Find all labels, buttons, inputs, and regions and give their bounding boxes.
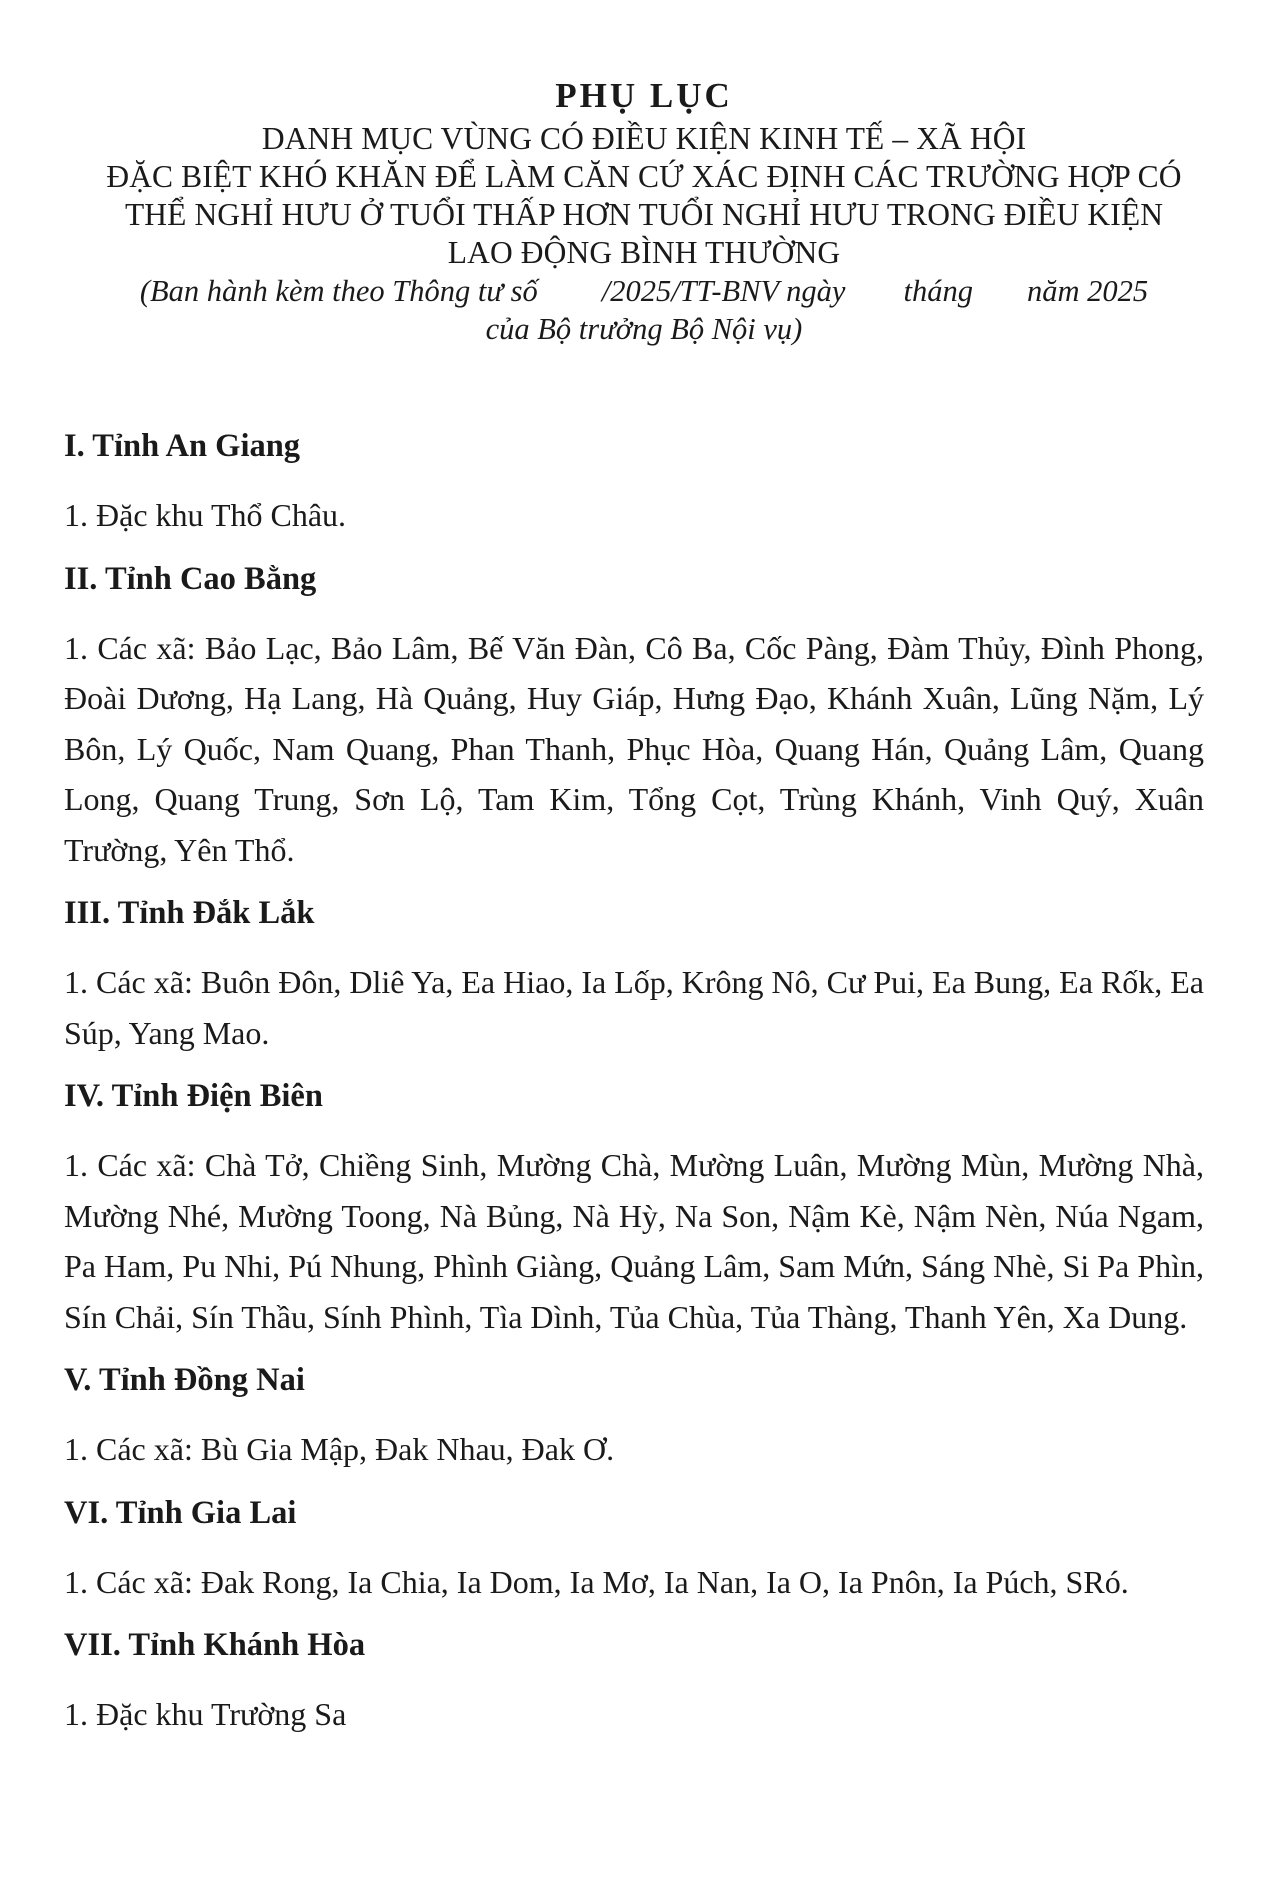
subtitle-line-1: DANH MỤC VÙNG CÓ ĐIỀU KIỆN KINH TẾ – XÃ HỘI: [261, 121, 1027, 156]
section-title: II. Tỉnh Cao Bằng: [64, 560, 317, 597]
section-title: IV. Tỉnh Điện Biên: [64, 1078, 323, 1114]
section-title: III. Tỉnh Đắk Lắk: [64, 895, 315, 931]
issued-text-number: /2025/TT-BNV ngày: [601, 274, 846, 308]
subtitle-line-2: ĐẶC BIỆT KHÓ KHĂN ĐỂ LÀM CĂN CỨ XÁC ĐỊNH CÁC TRƯỜNG HỢP CÓ: [106, 159, 1182, 194]
document-body: [64, 426, 1204, 1740]
section-dong-nai: [64, 1360, 1204, 1475]
list-item: 1. Các xã: Chà Tở, Chiềng Sinh, Mường Chà, Mường Luân, Mường Mùn, Mường Nhà, Mường Nhé, Mường Toong, Nà Bủng, Nà Hỳ, Na Son, Nậm Kè, Nậm Nèn, Núa Ngam, Pa Ham, Pu Nhi, Pú Nhung, Phình Giàng, Quảng Lâm, Sam Mứn, Sáng Nhè, Si Pa Phìn, Sín Chải, Sín Thầu, Sính Phình, Tìa Dình, Tủa Chùa, Tủa Thàng, Thanh Yên, Xa Dung.: [64, 1147, 1204, 1335]
list-item: 1. Các xã: Buôn Đôn, Dliê Ya, Ea Hiao, Ia Lốp, Krông Nô, Cư Pui, Ea Bung, Ea Rốk, Ea Súp, Yang Mao.: [64, 964, 1204, 1051]
section-title: VII. Tỉnh Khánh Hòa: [64, 1627, 366, 1663]
issued-text-year: năm 2025: [1026, 274, 1149, 308]
section-dien-bien: [64, 1076, 1204, 1342]
section-cao-bang: [64, 559, 1204, 876]
section-title: I. Tỉnh An Giang: [64, 428, 301, 464]
document-title: PHỤ LỤC: [555, 76, 733, 115]
document-header: [74, 72, 1214, 348]
list-item: 1. Đặc khu Trường Sa: [64, 1696, 347, 1732]
list-item: 1. Các xã: Đak Rong, Ia Chia, Ia Dom, Ia Mơ, Ia Nan, Ia O, Ia Pnôn, Ia Púch, SRó.: [64, 1563, 1129, 1600]
subtitle-line-3: THỂ NGHỈ HƯU Ở TUỔI THẤP HƠN TUỔI NGHỈ HƯU TRONG ĐIỀU KIỆN: [124, 197, 1164, 232]
section-khanh-hoa: [64, 1625, 1204, 1740]
issued-text-circular: (Ban hành kèm theo Thông tư số: [139, 274, 538, 308]
section-an-giang: [64, 426, 1204, 541]
issued-text-month: tháng: [903, 274, 973, 308]
section-title: V. Tỉnh Đồng Nai: [64, 1362, 305, 1398]
list-item: 1. Các xã: Bảo Lạc, Bảo Lâm, Bế Văn Đàn, Cô Ba, Cốc Pàng, Đàm Thủy, Đình Phong, Đoài Dương, Hạ Lang, Hà Quảng, Huy Giáp, Hưng Đạo, Khánh Xuân, Lũng Nặm, Lý Bôn, Lý Quốc, Nam Quang, Phan Thanh, Phục Hòa, Quang Hán, Quảng Lâm, Quang Long, Quang Trung, Sơn Lộ, Tam Kim, Tổng Cọt, Trùng Khánh, Vinh Quý, Xuân Trường, Yên Thổ.: [64, 629, 1204, 868]
issued-by-line-2: của Bộ trưởng Bộ Nội vụ): [485, 312, 803, 346]
section-title: VI. Tỉnh Gia Lai: [64, 1494, 297, 1531]
section-gia-lai: [64, 1493, 1204, 1608]
issued-by-line-1: [74, 272, 1214, 310]
list-item: 1. Đặc khu Thổ Châu.: [64, 497, 347, 533]
list-item: 1. Các xã: Bù Gia Mập, Đak Nhau, Đak Ơ.: [64, 1431, 615, 1467]
section-dak-lak: [64, 893, 1204, 1058]
subtitle-line-4: LAO ĐỘNG BÌNH THƯỜNG: [447, 235, 841, 270]
